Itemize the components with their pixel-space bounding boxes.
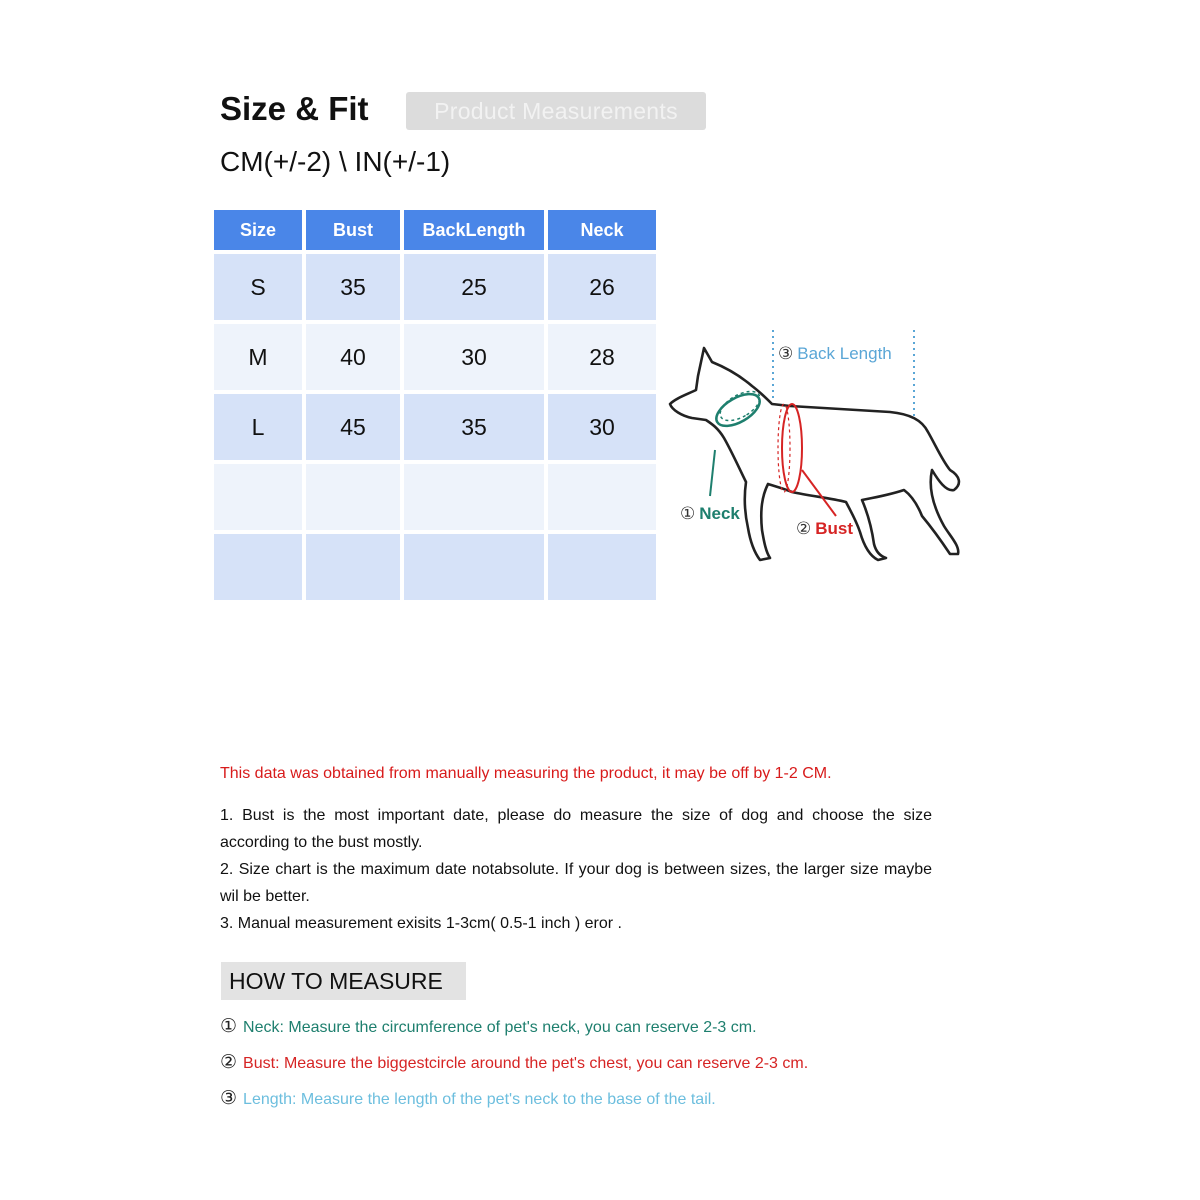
dog-measurement-diagram: [660, 320, 980, 580]
neck-measure-loop: [711, 388, 765, 433]
back-length-label: [778, 344, 892, 364]
table-row: [214, 324, 656, 390]
note-item: 1. Bust is the most important date, please do measure the size of dog and choose the size according to the bust mostly.: [220, 807, 932, 851]
units-tolerance: CM(+/-2) \ IN(+/-1): [220, 146, 451, 177]
table-cell: [214, 464, 302, 530]
bust-pointer-line: [802, 470, 836, 516]
column-header-backlength: BackLength: [404, 210, 544, 250]
back-length-number: ③: [778, 344, 794, 363]
neck-pointer-line: [710, 450, 715, 496]
table-cell: [214, 534, 302, 600]
page-title: Size & Fit: [220, 90, 369, 127]
table-cell: M: [214, 324, 302, 390]
table-cell: 30: [548, 394, 656, 460]
table-cell: [548, 464, 656, 530]
how-to-measure-heading: HOW TO MEASURE: [221, 962, 466, 1000]
table-cell: 28: [548, 324, 656, 390]
size-chart-table: [214, 210, 656, 600]
table-row: [214, 254, 656, 320]
table-cell: 30: [404, 324, 544, 390]
measurement-disclaimer: This data was obtained from manually measuring the product, it may be off by 1-2 CM.: [220, 765, 832, 782]
note-item: 3. Manual measurement exisits 1-3cm( 0.5-1 inch ) eror .: [220, 915, 622, 932]
table-row: [214, 534, 656, 600]
table-cell: [306, 464, 400, 530]
table-row: [214, 464, 656, 530]
table-cell: [548, 534, 656, 600]
column-header-size: Size: [214, 210, 302, 250]
how-to-item-neck: [220, 1015, 757, 1038]
table-cell: [306, 534, 400, 600]
table-cell: 25: [404, 254, 544, 320]
how-to-text: Length: Measure the length of the pet's neck to the base of the tail.: [243, 1091, 716, 1108]
back-length-text: Back Length: [797, 344, 892, 363]
bust-label: [796, 519, 853, 539]
how-to-text: Bust: Measure the biggestcircle around the pet's chest, you can reserve 2-3 cm.: [243, 1055, 809, 1072]
how-to-item-bust: [220, 1051, 808, 1074]
bust-text: Bust: [815, 519, 854, 538]
neck-text: Neck: [699, 504, 740, 523]
neck-number: ①: [680, 504, 696, 523]
note-item: 2. Size chart is the maximum date notabsolute. If your dog is between sizes, the larger size maybe wil be better.: [220, 861, 932, 905]
table-cell: [404, 464, 544, 530]
table-cell: [404, 534, 544, 600]
table-cell: 45: [306, 394, 400, 460]
bust-number: ②: [796, 519, 812, 538]
bust-measure-loop: [782, 404, 802, 492]
how-to-text: Neck: Measure the circumference of pet's neck, you can reserve 2-3 cm.: [243, 1019, 757, 1036]
table-row: [214, 394, 656, 460]
table-cell: 35: [404, 394, 544, 460]
neck-label: [680, 504, 740, 524]
table-cell: 26: [548, 254, 656, 320]
table-cell: S: [214, 254, 302, 320]
how-to-item-length: [220, 1087, 716, 1110]
circled-number: ②: [220, 1052, 238, 1073]
table-cell: 35: [306, 254, 400, 320]
table-header-row: [214, 210, 656, 250]
circled-number: ①: [220, 1016, 238, 1037]
table-cell: L: [214, 394, 302, 460]
table-cell: 40: [306, 324, 400, 390]
column-header-neck: Neck: [548, 210, 656, 250]
column-header-bust: Bust: [306, 210, 400, 250]
circled-number: ③: [220, 1088, 238, 1109]
notes-list: [220, 802, 932, 937]
product-measurements-badge: Product Measurements: [406, 92, 706, 130]
